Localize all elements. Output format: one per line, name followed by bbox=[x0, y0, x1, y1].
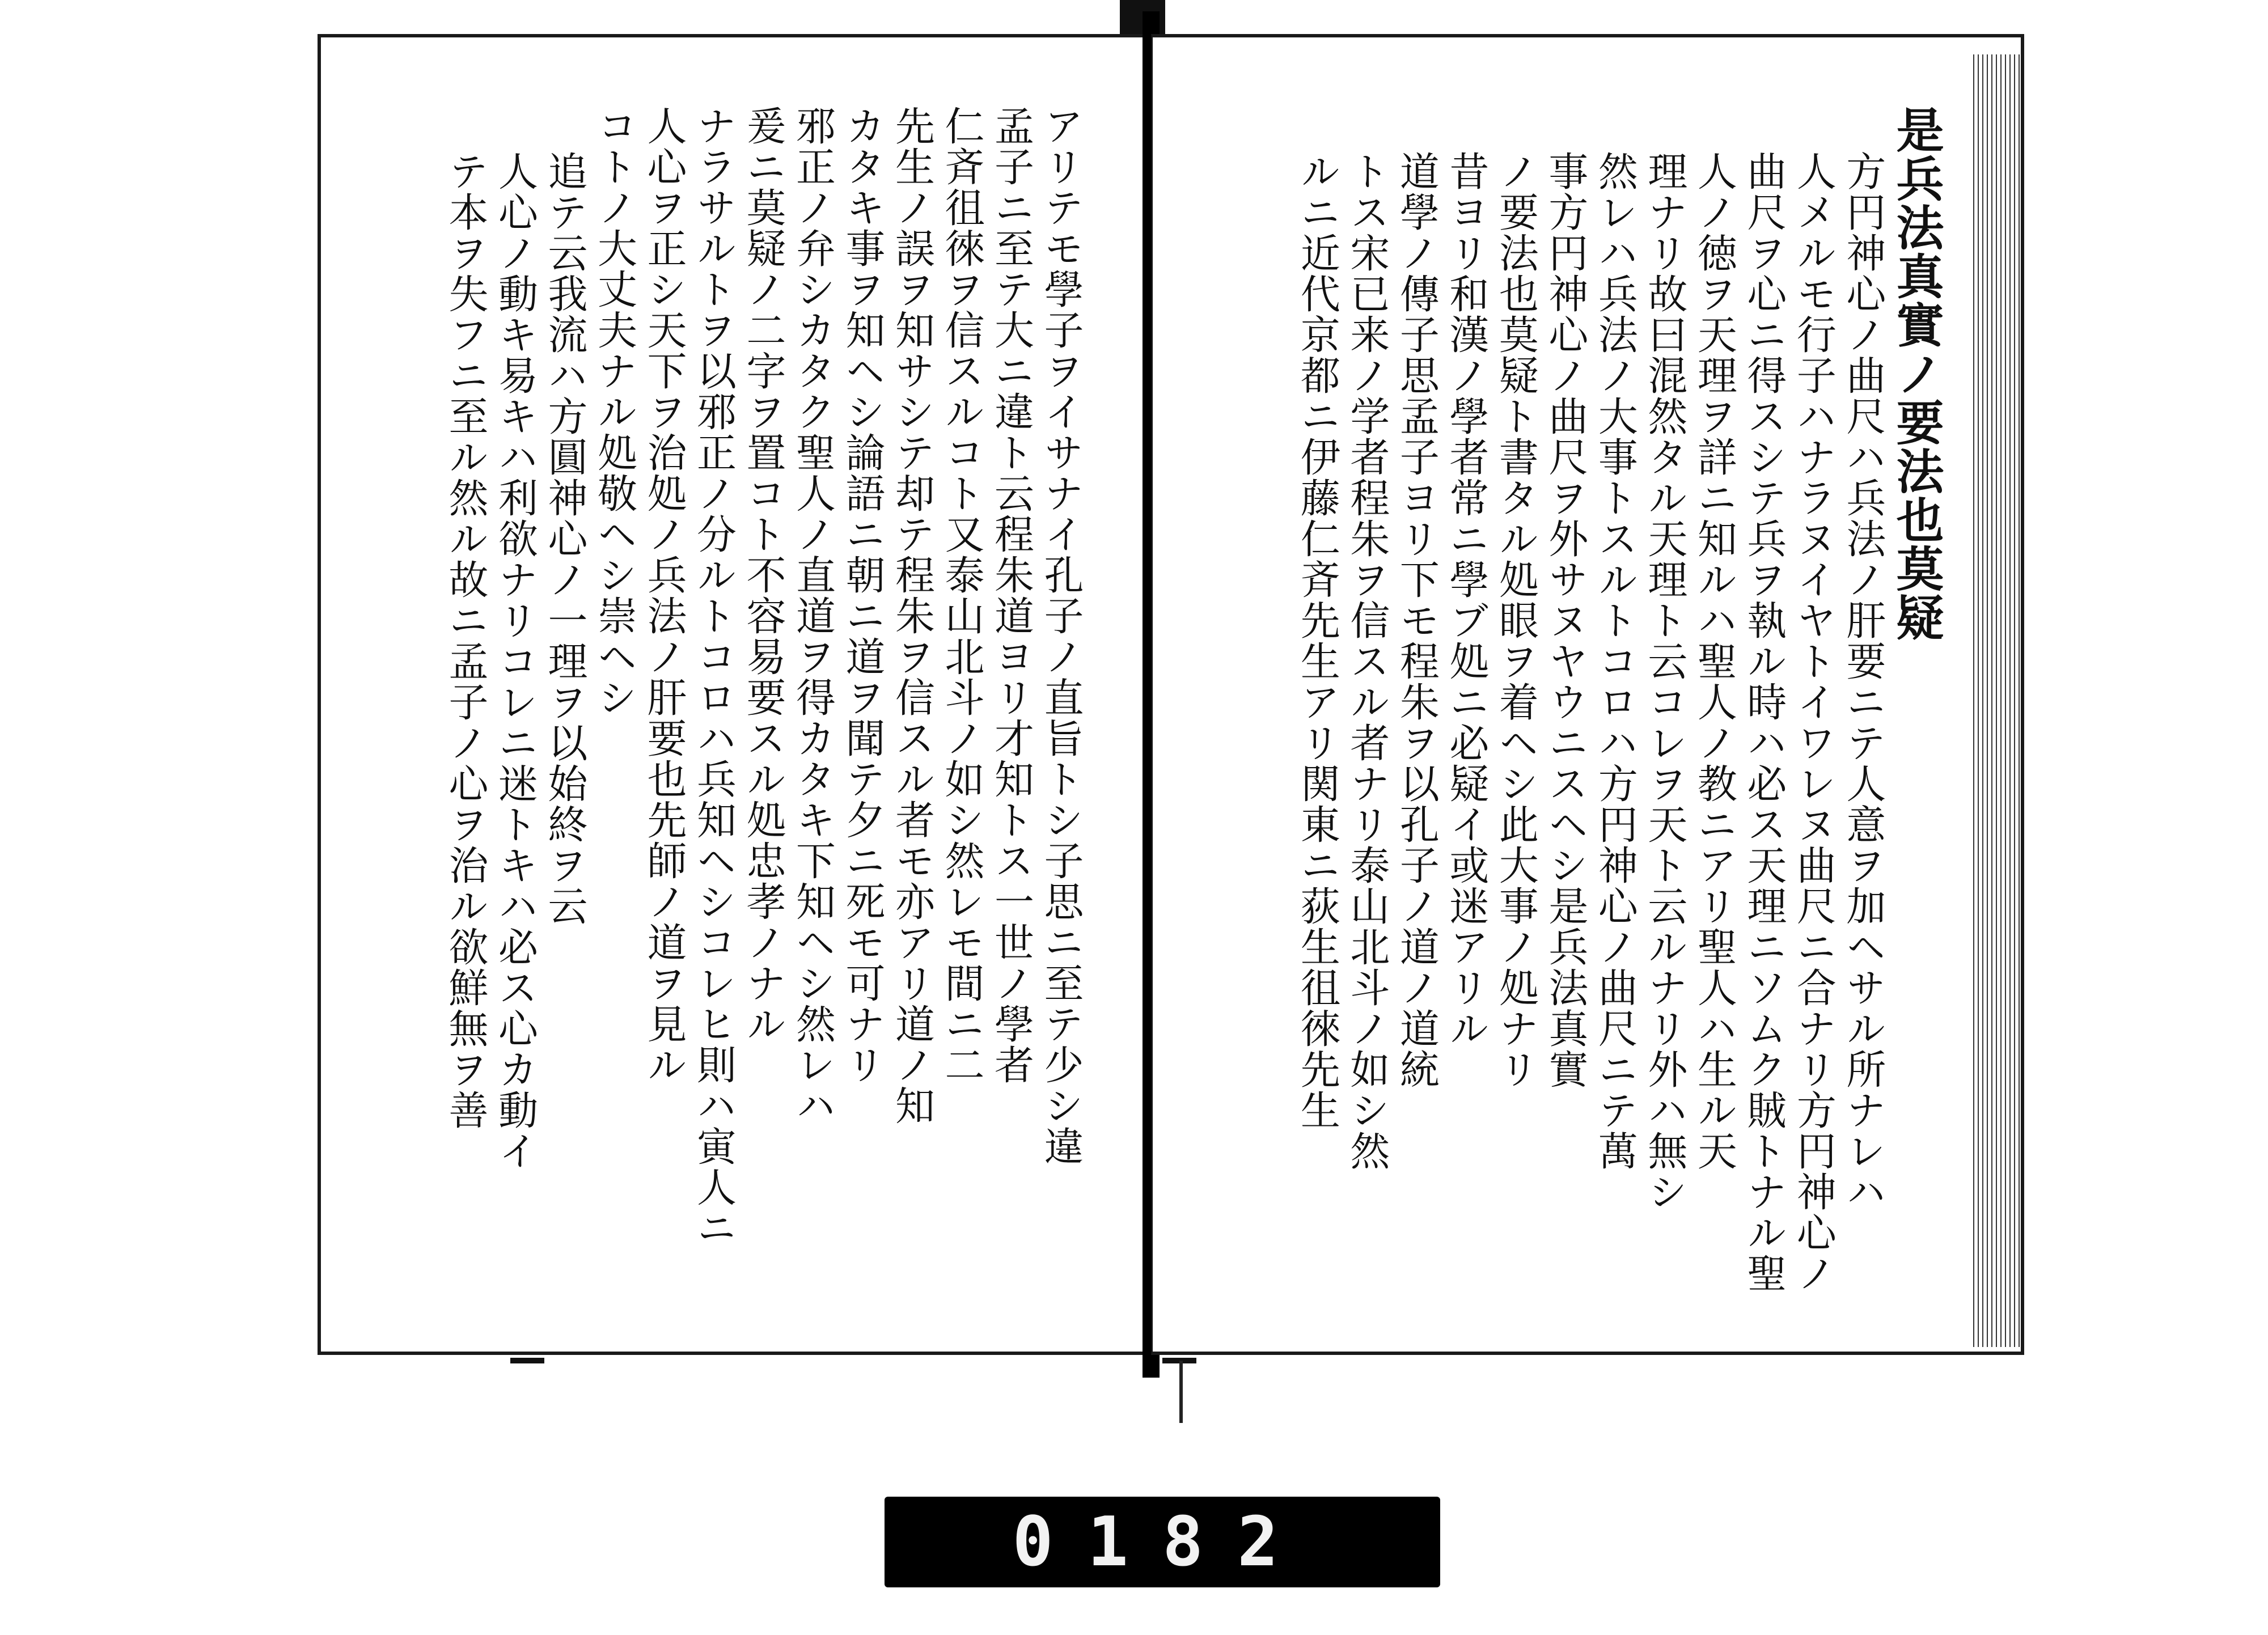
text-column: 孟子ニ至テ大ニ違ト云程朱道ヨリ才知トス一世ノ學者 bbox=[988, 105, 1035, 1085]
text-column: 仁斉徂徠ヲ信スルコト又泰山北斗ノ如シ然レモ間ニ二 bbox=[938, 105, 985, 1085]
page-mark bbox=[510, 1358, 544, 1363]
text-column: 人心ノ動キ易キハ利欲ナリコレニ迷トキハ必ス心カ動イ bbox=[492, 151, 539, 1171]
text-column: テ本ヲ失フニ至ル然ル故ニ孟子ノ心ヲ治ル欲鮮無ヲ善 bbox=[442, 151, 489, 1130]
text-column: 人ノ徳ヲ天理ヲ詳ニ知ルハ聖人ノ教ニアリ聖人ハ生ル天 bbox=[1691, 151, 1738, 1171]
text-column: 人心ヲ正シ天下ヲ治処ノ兵法ノ肝要也先師ノ道ヲ見ル bbox=[641, 105, 687, 1085]
scan-mark bbox=[1179, 1361, 1183, 1423]
left-text-block bbox=[406, 105, 1084, 1312]
left-page bbox=[318, 34, 1145, 1355]
text-column: ルニ近代京都ニ伊藤仁斉先生アリ関東ニ荻生徂徠先生 bbox=[1294, 151, 1341, 1130]
right-text-block bbox=[1221, 105, 1945, 1312]
text-column: 曲尺ヲ心ニ得スシテ兵ヲ執ル時ハ必ス天理ニソムク賊トナル聖 bbox=[1740, 151, 1787, 1294]
text-column: 事方円神心ノ曲尺ヲ外サヌヤウニスヘシ是兵法真實 bbox=[1542, 151, 1589, 1090]
page-edge bbox=[1970, 54, 2021, 1347]
text-column: 昔ヨリ和漢ノ學者常ニ學ブ処ニ必疑イ或迷アリル bbox=[1442, 151, 1490, 1049]
text-column: トス宋已来ノ学者程朱ヲ信スル者ナリ泰山北斗ノ如シ然 bbox=[1343, 151, 1390, 1171]
text-column: ノ要法也莫疑ト書タル処眼ヲ着ヘシ此大事ノ処ナリ bbox=[1492, 151, 1539, 1090]
text-column: コトノ大丈夫ナル処敬ヘシ崇ヘシ bbox=[591, 105, 638, 718]
text-column: 人メルモ行子ハナラヌイヤトイワレヌ曲尺ニ合ナリ方円神心ノ bbox=[1790, 151, 1837, 1294]
open-book bbox=[318, 34, 2024, 1355]
text-column: 爰ニ莫疑ノ二字ヲ置コト不容易要スル処忠孝ノナル bbox=[740, 105, 786, 1044]
frame-number-stamp bbox=[885, 1497, 1440, 1587]
text-column: カタキ事ヲ知ヘシ論語ニ朝ニ道ヲ聞テ夕ニ死モ可ナリ bbox=[839, 105, 886, 1085]
text-column: 道學ノ傳子思孟子ヨリ下モ程朱ヲ以孔子ノ道ノ道統 bbox=[1393, 151, 1440, 1090]
frame-number: 0182 bbox=[1012, 1502, 1313, 1582]
right-page bbox=[1151, 34, 2024, 1355]
text-column: 邪正ノ弁シカタク聖人ノ直道ヲ得カタキ下知ヘシ然レハ bbox=[789, 105, 836, 1126]
text-column: アリテモ學子ヲイサナイ孔子ノ直旨トシ子思ニ至テ少シ違 bbox=[1038, 105, 1084, 1167]
text-column: 然レハ兵法ノ大事トスルトコロハ方円神心ノ曲尺ニテ萬 bbox=[1592, 151, 1639, 1171]
text-column: 先生ノ誤ヲ知サシテ却テ程朱ヲ信スル者モ亦アリ道ノ知 bbox=[888, 105, 936, 1126]
postscript-heading-column: 追テ云我流ハ方圓神心ノ一理ヲ以始終ヲ云 bbox=[541, 151, 588, 926]
text-column: ナラサルトヲ以邪正ノ分ルトコロハ兵知ヘシコレヒ則ハ寅人ニ bbox=[690, 105, 737, 1248]
text-column: 理ナリ故曰混然タル天理ト云コレヲ天ト云ルナリ外ハ無シ bbox=[1641, 151, 1688, 1212]
section-heading: 是兵法真實ノ要法也莫疑 bbox=[1889, 105, 1945, 642]
text-column: 方円神心ノ曲尺ハ兵法ノ肝要ニテ人意ヲ加ヘサル所ナレハ bbox=[1839, 151, 1886, 1212]
